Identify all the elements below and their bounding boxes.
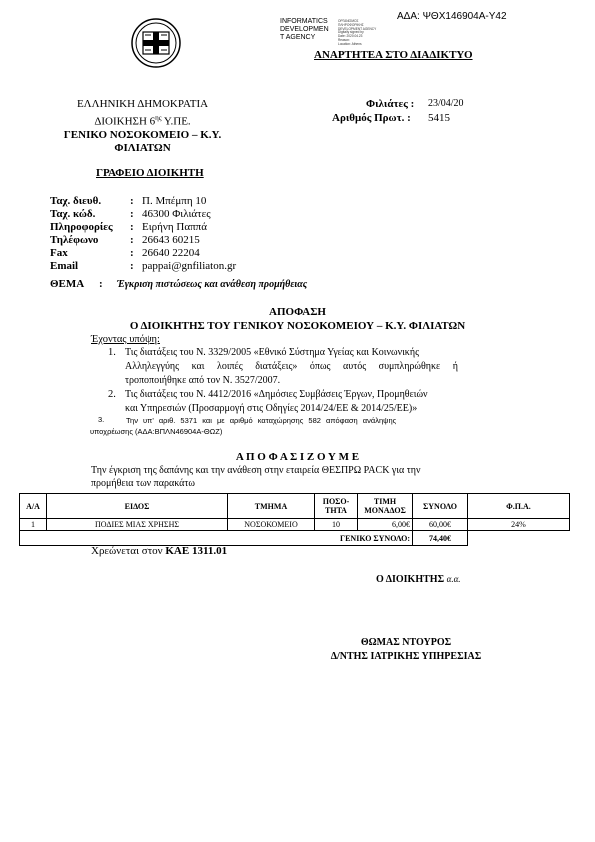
item-number: 2.	[108, 389, 116, 400]
contact-label: Fax	[50, 247, 68, 259]
signature-aa: α.α.	[446, 574, 461, 584]
contact-label: Email	[50, 260, 79, 272]
table-row	[20, 519, 570, 531]
logo-line: T AGENCY	[280, 34, 316, 41]
item1-line: Αλληλεγγύης και λοιπές διατάξεις» όπως αυτός συμπληρώθηκε ή	[125, 361, 458, 372]
stamp-line: Date: 2020.04.23	[338, 34, 363, 39]
charge-label: Χρεώνεται στον	[91, 545, 163, 557]
cell-price: 6,00€	[358, 519, 413, 531]
protocol-value: 5415	[428, 112, 450, 124]
sender-block	[40, 98, 245, 156]
column-header: Α/Α	[20, 494, 47, 519]
contact-row	[50, 247, 236, 260]
item2-line: Τις διατάξεις του Ν. 4412/2016 «Δημόσιες Συμβάσεις Έργων, Προμηθειών	[125, 389, 428, 400]
sender-authority: ΔΙΟΙΚΗΣΗ $6^{\eta\varsigma}$ Υ.ΠΕ.	[94, 113, 191, 128]
contact-row	[50, 221, 236, 234]
decision-title: ΑΠΟΦΑΣΗ	[269, 306, 326, 318]
having-regard: Έχοντας υπόψη:	[91, 334, 160, 345]
charge-code: ΚΑΕ 1311.01	[165, 545, 228, 557]
sender-town: ΦΙΛΙΑΤΩΝ	[114, 142, 171, 155]
contact-value: Π. Μπέμπη 10	[142, 195, 207, 207]
subject-sep: :	[99, 278, 103, 290]
contact-value: Ειρήνη Παππά	[142, 221, 207, 233]
contact-sep: :	[130, 260, 134, 272]
stamp-line: ΠΛΗΡΟΦΟΡΙΚΗΣ	[338, 22, 364, 27]
item-number: 3.	[98, 415, 105, 424]
signature-title: Ο ΔΙΟΙΚΗΤΗΣ	[376, 574, 445, 585]
grand-total-label: ΓΕΝΙΚΟ ΣΥΝΟΛΟ:	[20, 531, 413, 546]
column-header: ΣΥΝΟΛΟ	[413, 494, 468, 519]
contact-value: 46300 Φιλιάτες	[142, 208, 211, 220]
contact-label: Τηλέφωνο	[50, 234, 99, 246]
contact-label: Πληροφορίες	[50, 221, 113, 233]
column-header: ΕΙΔΟΣ	[47, 494, 228, 519]
contact-row	[50, 234, 236, 247]
item3-line: Την υπ' αριθ. 5371 και με αριθμό καταχώρησης 582 απόφαση ανάληψης	[126, 416, 397, 425]
contact-sep: :	[130, 234, 134, 246]
items-table	[19, 493, 570, 546]
office-title: ΓΡΑΦΕΙΟ ΔΙΟΙΚΗΤΗ	[96, 167, 204, 179]
cell-total: 60,00€	[413, 519, 468, 531]
subject-label: ΘΕΜΑ	[50, 278, 85, 290]
grand-total-value: 74,40€	[413, 531, 468, 546]
signatory-role: Δ/ΝΤΗΣ ΙΑΤΡΙΚΗΣ ΥΠΗΡΕΣΙΑΣ	[330, 651, 482, 662]
informatics-logo	[280, 18, 329, 42]
subject-text: Έγκριση πιστώσεως και ανάθεση προμήθειας	[117, 279, 308, 290]
stamp-line: DEVELOPMENT AGENCY	[338, 26, 377, 31]
logo-line: DEVELOPMEN	[280, 26, 329, 33]
signatory-name: ΘΩΜΑΣ ΝΤΟΥΡΟΣ	[360, 637, 452, 648]
digital-signature-stamp	[338, 20, 376, 47]
stamp-line: Reason:	[338, 37, 350, 42]
signature-title-block	[376, 574, 461, 585]
greek-emblem-icon	[131, 18, 181, 68]
contact-sep: :	[130, 208, 134, 220]
item1-line: Τις διατάξεις του Ν. 3329/2005 «Εθνικό Σύστημα Υγείας και Κοινωνικής	[125, 347, 420, 358]
contact-value: 26640 22204	[142, 247, 200, 259]
column-header: ΤΙΜΗ ΜΟΝΑΔΟΣ	[358, 494, 413, 519]
decide-title: Α Π Ο Φ Α Σ Ι Ζ Ο Υ Μ Ε	[235, 451, 360, 463]
decide-text: προμήθεια των παρακάτω	[91, 478, 195, 489]
item2-line: και Υπηρεσιών (Προσαρμογή στις Οδηγίες 2014/24/ΕΕ & 2014/25/ΕΕ)»	[125, 403, 418, 414]
item3-line: υποχρέωσης (ΑΔΑ:ΒΠΛΝ46904Α-ΘΩΖ)	[90, 427, 223, 436]
date-label: Φιλιάτες :	[366, 98, 415, 110]
column-header: Φ.Π.Α.	[468, 494, 570, 519]
sender-hospital: ΓΕΝΙΚΟ ΝΟΣΟΚΟΜΕΙΟ – Κ.Υ.	[63, 128, 222, 141]
item1-line: τροποποιήθηκε από τον Ν. 3527/2007.	[125, 375, 281, 386]
date-value: 23/04/20	[428, 98, 464, 109]
stamp-line: Location: Athens	[338, 41, 362, 46]
cell-qty: 10	[315, 519, 358, 531]
cell-aa: 1	[20, 519, 47, 531]
contact-label: Ταχ. κώδ.	[50, 208, 96, 220]
contact-details	[50, 195, 236, 273]
decide-text: Την έγκριση της δαπάνης και την ανάθεση στην εταιρεία ΘΕΣΠΡΩ PACK για την	[91, 465, 421, 476]
cell-dept: ΝΟΣΟΚΟΜΕΙΟ	[228, 519, 315, 531]
decision-subtitle: Ο ΔΙΟΙΚΗΤΗΣ ΤΟΥ ΓΕΝΙΚΟΥ ΝΟΣΟΚΟΜΕΙΟΥ – Κ.Υ. ΦΙΛΙΑΤΩΝ	[129, 320, 466, 332]
logo-line: INFORMATICS	[280, 18, 328, 25]
sender-country: ΕΛΛΗΝΙΚΗ ΔΗΜΟΚΡΑΤΙΑ	[76, 98, 209, 110]
cell-vat: 24%	[468, 519, 570, 531]
charge-text	[91, 545, 227, 557]
email-link[interactable]: pappai@gnfiliaton.gr	[142, 260, 237, 272]
stamp-line: Digitally signed by	[338, 30, 364, 35]
contact-row	[50, 195, 236, 208]
contact-sep: :	[130, 221, 134, 233]
table-header-row	[20, 494, 570, 519]
contact-label: Ταχ. διευθ.	[50, 195, 102, 207]
item-number: 1.	[108, 347, 116, 358]
posting-note: ΑΝΑΡΤΗΤΕΑ ΣΤΟ ΔΙΑΔΙΚΤΥΟ	[314, 49, 473, 61]
ada-code: ΑΔΑ: ΨΘΧ146904Α-Υ42	[397, 11, 507, 22]
contact-row	[50, 208, 236, 221]
column-header: ΤΜΗΜΑ	[228, 494, 315, 519]
stamp-line: ΟΡΓΑΝΙΣΜΟΣ	[338, 19, 359, 23]
contact-sep: :	[130, 247, 134, 259]
contact-value: 26643 60215	[142, 234, 200, 246]
contact-sep: :	[130, 195, 134, 207]
cell-item: ΠΟΔΙΕΣ ΜΙΑΣ ΧΡΗΣΗΣ	[47, 519, 228, 531]
grand-total-row	[20, 531, 570, 546]
column-header: ΠΟΣΟ- ΤΗΤΑ	[315, 494, 358, 519]
contact-row	[50, 260, 236, 273]
protocol-label: Αριθμός Πρωτ. :	[332, 112, 411, 124]
